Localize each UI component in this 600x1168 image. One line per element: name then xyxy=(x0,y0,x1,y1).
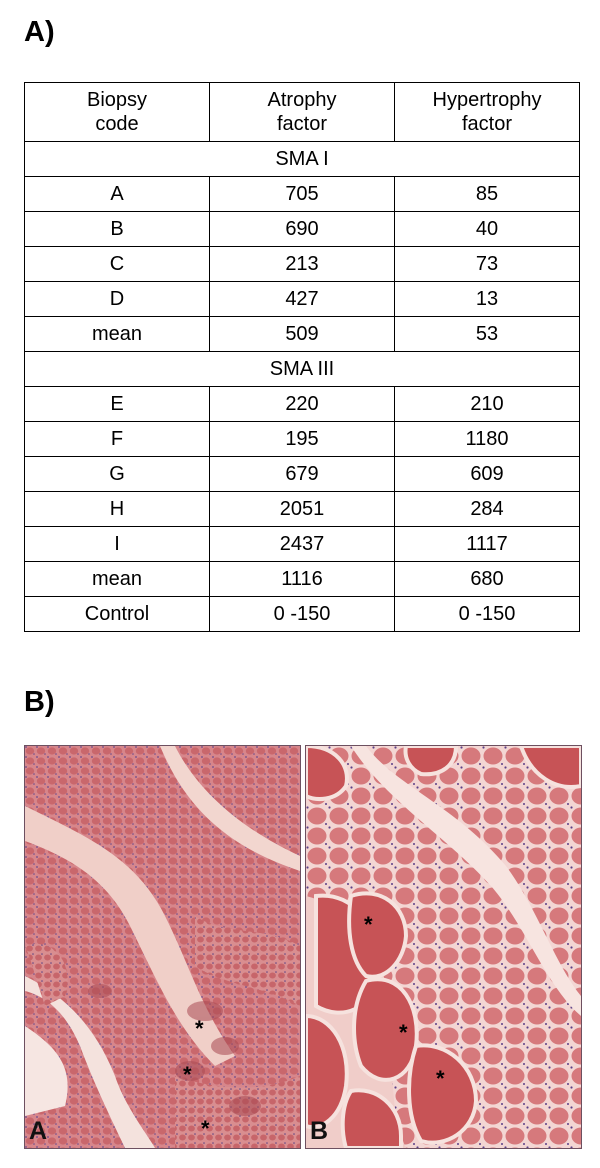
micrograph-a-image xyxy=(25,746,300,1148)
group-row-sma-i: SMA I xyxy=(25,142,580,177)
micrograph-b xyxy=(305,745,582,1149)
asterisk-marker: * xyxy=(195,1016,204,1041)
micrograph-a-letter: A xyxy=(29,1117,48,1145)
mean-row-sma-i: mean 509 53 xyxy=(25,317,580,352)
table-row: C 213 73 xyxy=(25,247,580,282)
control-row: Control 0 -150 0 -150 xyxy=(25,597,580,632)
table-row: B 690 40 xyxy=(25,212,580,247)
atrophy-hypertrophy-table xyxy=(24,82,580,632)
table-row: A 705 85 xyxy=(25,177,580,212)
header-atrophy-factor: Atrophy factor xyxy=(210,83,395,142)
asterisk-marker: * xyxy=(364,912,373,937)
asterisk-marker: * xyxy=(436,1066,445,1091)
asterisk-marker: * xyxy=(183,1062,192,1087)
header-hypertrophy-factor: Hypertrophy factor xyxy=(395,83,580,142)
panel-b-label: B) xyxy=(24,686,55,718)
micrograph-b-letter: B xyxy=(310,1117,329,1145)
asterisk-marker: * xyxy=(399,1020,408,1045)
mean-row-sma-iii: mean 1116 680 xyxy=(25,562,580,597)
table-row: G 679 609 xyxy=(25,457,580,492)
table-row: D 427 13 xyxy=(25,282,580,317)
panel-a-label: A) xyxy=(24,16,55,48)
group-row-sma-iii: SMA III xyxy=(25,352,580,387)
table-row: E 220 210 xyxy=(25,387,580,422)
table-row: I 2437 1117 xyxy=(25,527,580,562)
table-row: F 195 1180 xyxy=(25,422,580,457)
table-row: H 2051 284 xyxy=(25,492,580,527)
table-header-row xyxy=(25,83,580,142)
asterisk-marker: * xyxy=(201,1116,210,1141)
micrograph-a xyxy=(24,745,301,1149)
header-biopsy-code: Biopsy code xyxy=(25,83,210,142)
